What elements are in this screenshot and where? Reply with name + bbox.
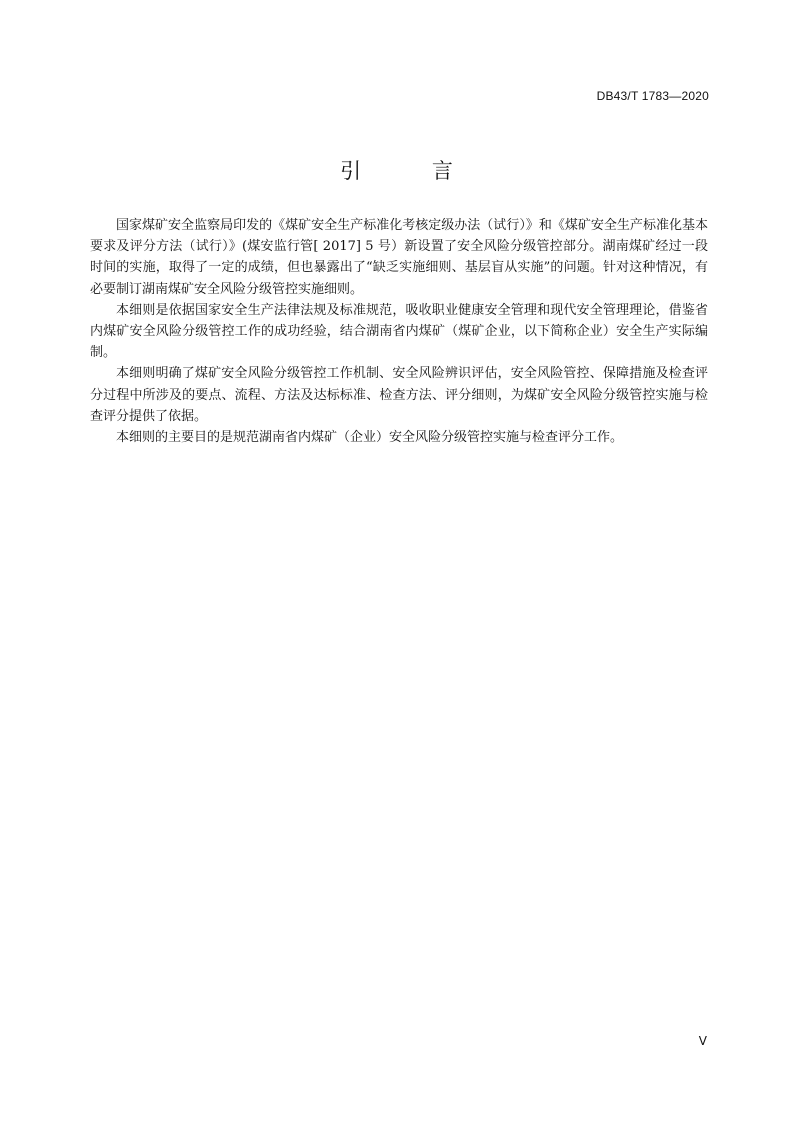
paragraph-2: 本细则是依据国家安全生产法律法规及标准规范，吸收职业健康安全管理和现代安全管理理论，借鉴省内煤矿安全风险分级管控工作的成功经验，结合湖南省内煤矿（煤矿企业，以下简称企业）安全生产实际编制。: [90, 302, 708, 361]
section-title: 引 言: [340, 159, 485, 183]
document-code: DB43/T 1783—2020: [596, 89, 709, 103]
paragraph-3: 本细则明确了煤矿安全风险分级管控工作机制、安全风险辨识评估，安全风险管控、保障措施及检查评分过程中所涉及的要点、流程、方法及达标标准、检查方法、评分细则，为煤矿安全风险分级管控实施与检查评分提供了依据。: [90, 366, 708, 424]
body-text: [90, 215, 708, 448]
paragraph-1: 国家煤矿安全监察局印发的《煤矿安全生产标准化考核定级办法（试行）》和《煤矿安全生产标准化基本要求及评分方法（试行）》(煤安监行管[ 2017] 5 号）新设置了安全风险分级管控部分。湖南煤矿经过一段时间的实施，取得了一定的成绩，但也暴露出了“缺乏实施细则、基层盲从实施”的问题。针对这种情况，有必要制订湖南煤矿安全风险分级管控实施细则。: [90, 218, 708, 297]
page-number: V: [698, 1034, 707, 1048]
paragraph-4: 本细则的主要目的是规范湖南省内煤矿（企业）安全风险分级管控实施与检查评分工作。: [116, 430, 624, 446]
